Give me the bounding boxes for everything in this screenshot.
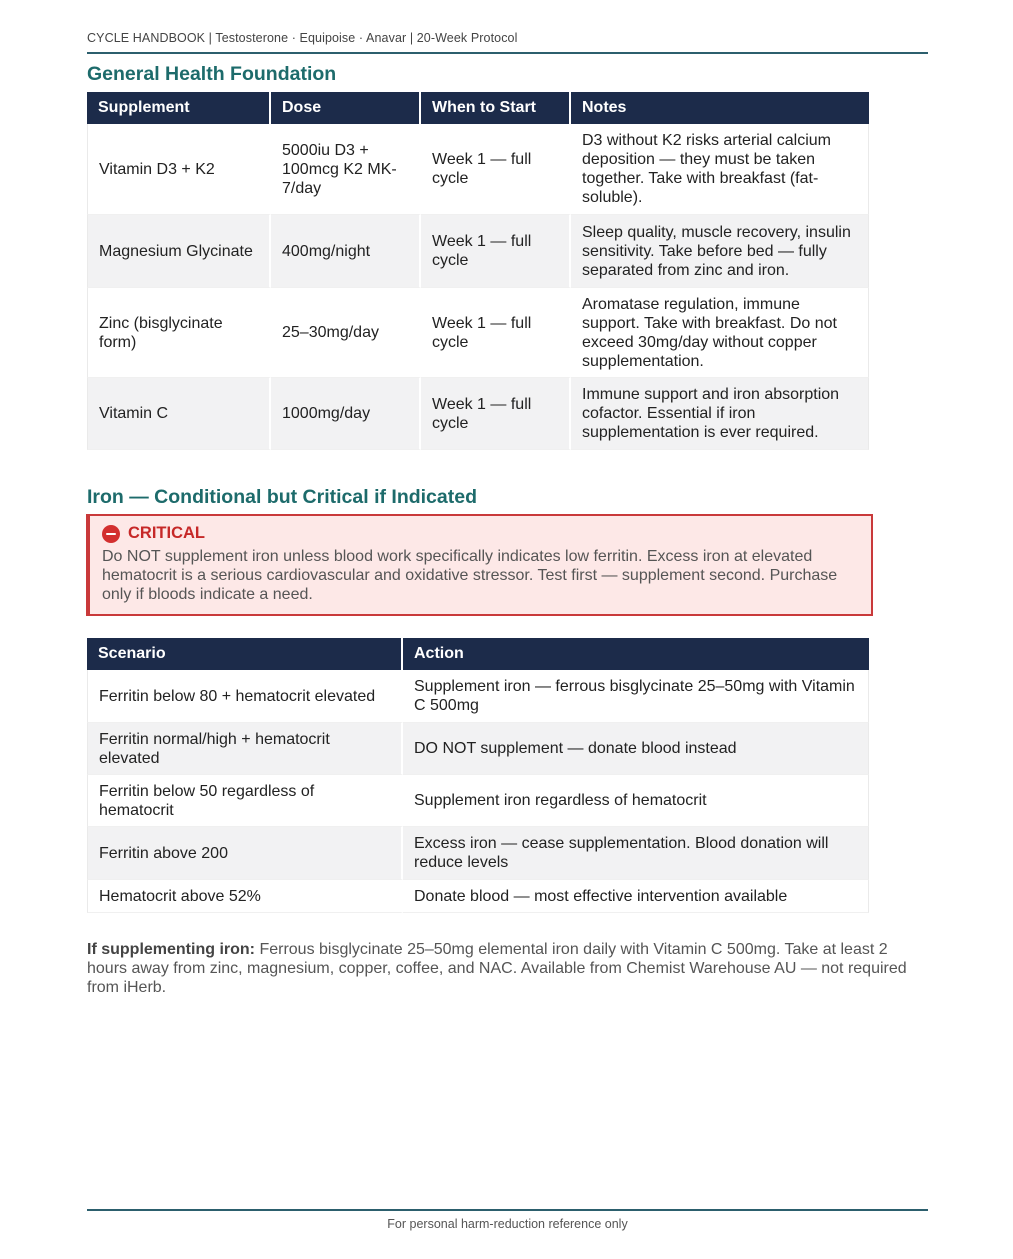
cell-supplement: Vitamin C (87, 378, 271, 450)
cell-notes: Aromatase regulation, immune support. Take with breakfast. Do not exceed 30mg/day without copper supplementation. (571, 288, 869, 378)
header-divider (87, 52, 928, 54)
cell-dose: 5000iu D3 + 100mcg K2 MK-7/day (271, 124, 421, 215)
cell-scenario: Ferritin above 200 (87, 827, 403, 880)
table-header-row (87, 638, 869, 670)
cell-notes: Sleep quality, muscle recovery, insulin sensitivity. Take before bed — fully separated from zinc and iron. (571, 215, 869, 288)
footer-divider (87, 1209, 928, 1211)
cell-action: Supplement iron regardless of hematocrit (403, 775, 869, 827)
table-row (87, 827, 869, 880)
column-header-action: Action (403, 638, 869, 670)
table-header-row (87, 92, 869, 124)
cell-action: DO NOT supplement — donate blood instead (403, 723, 869, 775)
note-text: Ferrous bisglycinate 25–50mg elemental iron daily with Vitamin C 500mg. Take at least 2 hours away from zinc, magnesium, copper, coffee, and NAC. Available from Chemist Warehouse AU — not required from iHerb. (87, 941, 907, 996)
cell-notes: D3 without K2 risks arterial calcium deposition — they must be taken together. Take with breakfast (fat-soluble). (571, 124, 869, 215)
section-title-general-health: General Health Foundation (87, 63, 337, 85)
cell-start: Week 1 — full cycle (421, 378, 571, 450)
page-footer: For personal harm-reduction reference only (387, 1217, 628, 1231)
critical-header (102, 524, 871, 543)
cell-scenario: Ferritin below 80 + hematocrit elevated (87, 670, 403, 723)
no-entry-icon (102, 525, 120, 543)
section-title-iron: Iron — Conditional but Critical if Indicated (87, 486, 477, 508)
cell-start: Week 1 — full cycle (421, 215, 571, 288)
table-row (87, 215, 869, 288)
table-row (87, 288, 869, 378)
table-row (87, 124, 869, 215)
table-row (87, 880, 869, 913)
cell-supplement: Magnesium Glycinate (87, 215, 271, 288)
critical-callout (86, 514, 873, 616)
cell-action: Donate blood — most effective intervention available (403, 880, 869, 913)
column-header-dose: Dose (271, 92, 421, 124)
table-row (87, 670, 869, 723)
critical-body: Do NOT supplement iron unless blood work specifically indicates low ferritin. Excess iron at elevated hematocrit is a serious cardiovascular and oxidative stressor. Test first — supplement second. Purchase only if bloods indicate a need. (102, 548, 838, 603)
table-row (87, 723, 869, 775)
note-label: If supplementing iron: (87, 941, 255, 958)
table-row (87, 378, 869, 450)
cell-supplement: Vitamin D3 + K2 (87, 124, 271, 215)
cell-scenario: Ferritin normal/high + hematocrit elevated (87, 723, 403, 775)
iron-scenario-table (87, 638, 869, 913)
cell-start: Week 1 — full cycle (421, 288, 571, 378)
iron-supplement-note (87, 940, 932, 997)
supplement-table (87, 92, 869, 450)
page-header: CYCLE HANDBOOK | Testosterone · Equipoise · Anavar | 20-Week Protocol (87, 31, 518, 45)
cell-notes: Immune support and iron absorption cofactor. Essential if iron supplementation is ever required. (571, 378, 869, 450)
cell-start: Week 1 — full cycle (421, 124, 571, 215)
cell-supplement: Zinc (bisglycinate form) (87, 288, 271, 378)
cell-scenario: Ferritin below 50 regardless of hematocrit (87, 775, 403, 827)
table-row (87, 775, 869, 827)
column-header-when-to-start: When to Start (421, 92, 571, 124)
column-header-notes: Notes (571, 92, 869, 124)
column-header-scenario: Scenario (87, 638, 403, 670)
critical-label: CRITICAL (128, 524, 205, 542)
cell-action: Supplement iron — ferrous bisglycinate 25–50mg with Vitamin C 500mg (403, 670, 869, 723)
cell-dose: 400mg/night (271, 215, 421, 288)
cell-scenario: Hematocrit above 52% (87, 880, 403, 913)
cell-dose: 25–30mg/day (271, 288, 421, 378)
column-header-supplement: Supplement (87, 92, 271, 124)
cell-dose: 1000mg/day (271, 378, 421, 450)
cell-action: Excess iron — cease supplementation. Blood donation will reduce levels (403, 827, 869, 880)
